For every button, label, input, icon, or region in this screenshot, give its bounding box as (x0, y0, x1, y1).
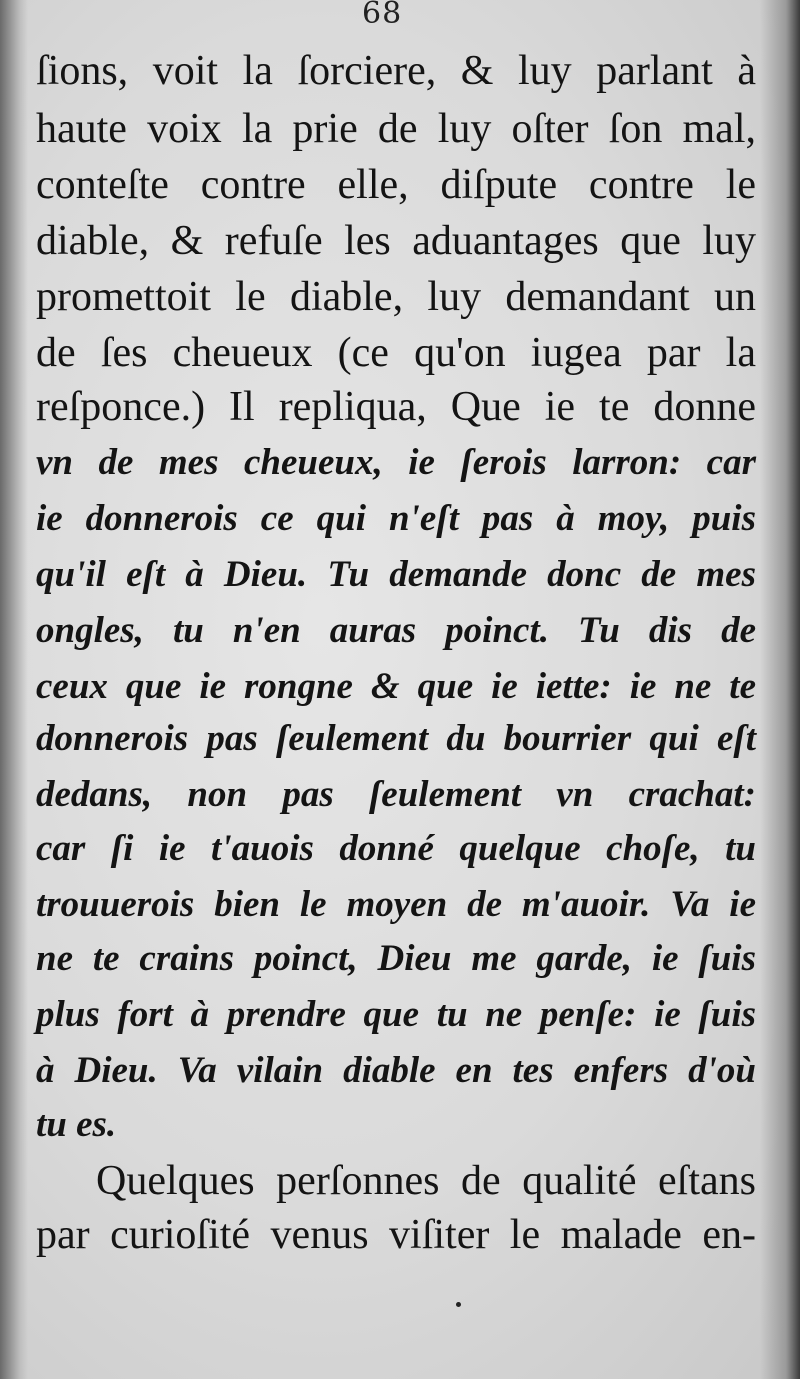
text-line-10: qu'il eſt à Dieu. Tu demande donc de mes (36, 554, 756, 595)
text-line-20: tu es. (36, 1104, 117, 1145)
text-line-4: diable, & refuſe les aduantages que luy (36, 218, 756, 264)
text-line-5: promettoit le diable, luy demandant un (36, 274, 756, 320)
text-line-8: vn de mes cheueux, ie ſerois larron: car (36, 442, 756, 483)
text-line-3: conteſte contre elle, diſpute contre le (36, 162, 756, 208)
text-line-9: ie donnerois ce qui n'eſt pas à moy, puis (36, 498, 756, 539)
text-line-21: Quelques perſonnes de qualité eſtans (96, 1158, 756, 1204)
text-line-11: ongles, tu n'en auras poinct. Tu dis de (36, 610, 756, 651)
text-line-19: à Dieu. Va vilain diable en tes enfers d'où (36, 1050, 756, 1091)
text-line-13: donnerois pas ſeulement du bourrier qui eſt (36, 718, 756, 759)
text-line-15: car ſi ie t'auois donné quelque choſe, tu (36, 828, 756, 869)
text-line-2: haute voix la prie de luy oſter ſon mal, (36, 106, 756, 152)
text-line-16: trouuerois bien le moyen de m'auoir. Va ie (36, 884, 756, 925)
ink-speck (456, 1302, 461, 1307)
text-line-6: de ſes cheueux (ce qu'on iugea par la (36, 330, 756, 376)
text-line-17: ne te crains poinct, Dieu me garde, ie ſuis (36, 938, 756, 979)
text-line-1: ſions, voit la ſorciere, & luy parlant à (36, 48, 756, 94)
text-line-18: plus fort à prendre que tu ne penſe: ie ſuis (36, 994, 756, 1035)
page-number: 68 (362, 0, 403, 31)
text-line-14: dedans, non pas ſeulement vn crachat: (36, 774, 756, 815)
text-line-22: par curioſité venus viſiter le malade en- (36, 1212, 756, 1258)
text-line-7: reſponce.) Il repliqua, Que ie te donne (36, 384, 756, 430)
text-line-12: ceux que ie rongne & que ie iette: ie ne te (36, 666, 756, 707)
